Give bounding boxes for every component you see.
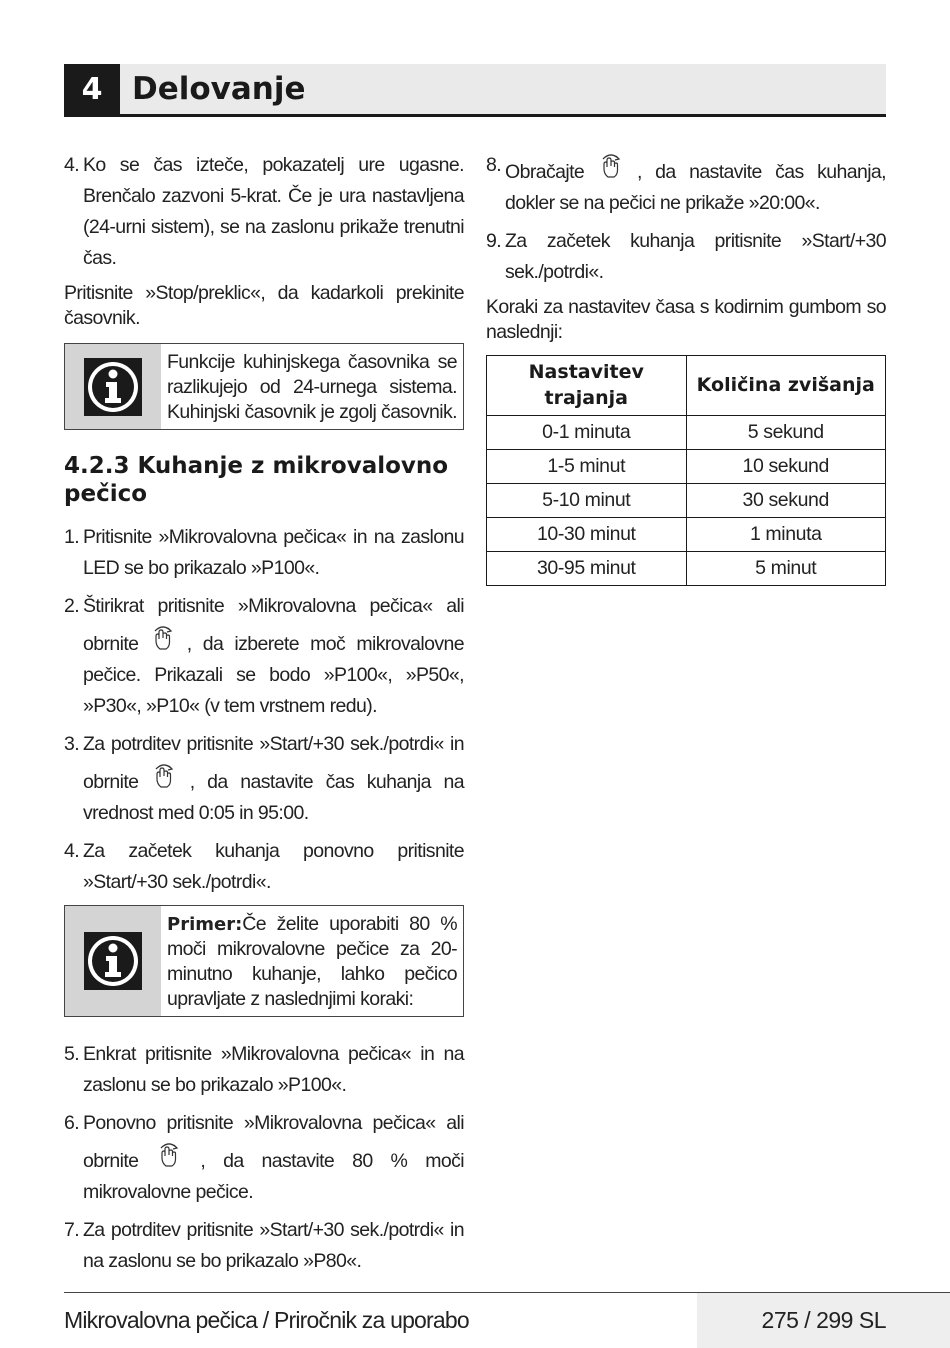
section-heading: 4.2.3 Kuhanje z mikrovalovno pečico [64,453,449,507]
hand-turn-knob-icon [599,150,623,180]
list-text: Za začetek kuhanja ponovno pritisnite »Start/+30 sek./potrdi«. [83,840,464,893]
list-item [64,836,464,898]
list-number: 9. [486,230,502,252]
list-number: 4. [64,154,80,176]
table-intro: Koraki za nastavitev časa s kodirnim gumbom so naslednji: [486,296,886,343]
list-text-continued: , da nastavite čas kuhanja, dokler se na pečici ne prikaže »20:00«. [505,161,886,214]
list-text: Za začetek kuhanja pritisnite »Start/+30 sek./potrdi«. [505,230,886,283]
header-duration: Nastavitev trajanja [487,356,687,416]
table-row [487,450,886,484]
cell-increment: 5 minut [686,552,886,586]
table-row [487,518,886,552]
list-item [64,522,464,584]
list-text: Enkrat pritisnite »Mikrovalovna pečica« in na zaslonu se bo prikazalo »P100«. [83,1043,464,1096]
info-note [64,905,464,1017]
list-number: 6. [64,1112,80,1134]
list-text: Pritisnite »Mikrovalovna pečica« in na zaslonu LED se bo prikazalo »P100«. [83,526,464,579]
cell-duration: 10-30 minut [487,518,687,552]
list-text: Štirikrat pritisnite »Mikrovalovna pečica« ali obrnite [83,595,464,655]
list-number: 2. [64,595,80,617]
list-item [64,1215,464,1277]
info-icon [84,358,142,416]
note-body: Če želite uporabiti 80 % moči mikrovalovne pečice za 20-minutno kuhanje, lahko pečico upravljate z naslednjimi koraki: [167,913,457,1010]
cell-duration: 5-10 minut [487,484,687,518]
list-text: Za potrditev pritisnite »Start/+30 sek./potrdi« in obrnite [83,733,464,793]
left-column [64,150,464,1284]
list-number: 3. [64,733,80,755]
list-text-continued: , da izberete moč mikrovalovne pečice. Prikazali se bodo »P100«, »P50«, »P30«, »P10« (v tem vrstnem redu). [83,633,465,717]
list-text: Ponovno pritisnite »Mikrovalovna pečica« ali obrnite [83,1112,464,1172]
list-item [64,591,464,722]
list-text-continued: , da nastavite čas kuhanja na vrednost med 0:05 in 95:00. [83,771,464,824]
paragraph: Pritisnite »Stop/preklic«, da kadarkoli prekinite časovnik. [64,282,464,329]
note-icon-cell [65,906,161,1016]
info-icon [84,932,142,990]
chapter-header [64,64,886,117]
list-number: 5. [64,1043,80,1065]
hand-turn-knob-icon [151,622,175,652]
list-text: Obračajte [505,161,585,183]
cell-increment: 5 sekund [686,416,886,450]
note-text [161,906,463,1016]
table-row [487,484,886,518]
duration-increment-table [486,355,886,586]
list-number: 8. [486,154,502,176]
cell-increment: 1 minuta [686,518,886,552]
list-number: 1. [64,526,80,548]
table-row [487,552,886,586]
list-text-continued: , da nastavite 80 % moči mikrovalovne pečice. [83,1150,465,1203]
cell-duration: 30-95 minut [487,552,687,586]
note-bold-label: Primer: [167,914,243,935]
chapter-title: Delovanje [132,71,306,107]
cell-duration: 1-5 minut [487,450,687,484]
hand-turn-knob-icon [152,760,176,790]
footer-page-number: 275 / 299 SL [761,1307,886,1333]
list-item [64,729,464,829]
note-text: Funkcije kuhinjskega časovnika se razlikujejo od 24-urnega sistema. Kuhinjski časovnik je zgolj časovnik. [167,351,457,423]
list-item [64,1108,464,1208]
right-column [486,150,886,586]
cell-duration: 0-1 minuta [487,416,687,450]
list-text: Za potrditev pritisnite »Start/+30 sek./potrdi« in na zaslonu se bo prikazalo »P80«. [83,1219,464,1272]
hand-turn-knob-icon [157,1139,181,1169]
list-item [486,150,886,219]
footer-title: Mikrovalovna pečica / Priročnik za uporabo [64,1307,469,1333]
table-row [487,416,886,450]
list-number: 4. [64,840,80,862]
info-note [64,343,464,430]
list-text: Ko se čas izteče, pokazatelj ure ugasne. Brenčalo zazvoni 5-krat. Če je ura nastavljena (24-urni sistem), se na zaslonu prikaže trenutni čas. [83,154,464,269]
cell-increment: 10 sekund [686,450,886,484]
table-header-row [487,356,886,416]
list-item [64,1039,464,1101]
list-item [486,226,886,288]
list-item [64,150,464,274]
note-icon-cell [65,344,161,429]
header-increment: Količina zvišanja [686,356,886,416]
list-number: 7. [64,1219,80,1241]
cell-increment: 30 sekund [686,484,886,518]
chapter-number: 4 [64,64,120,114]
